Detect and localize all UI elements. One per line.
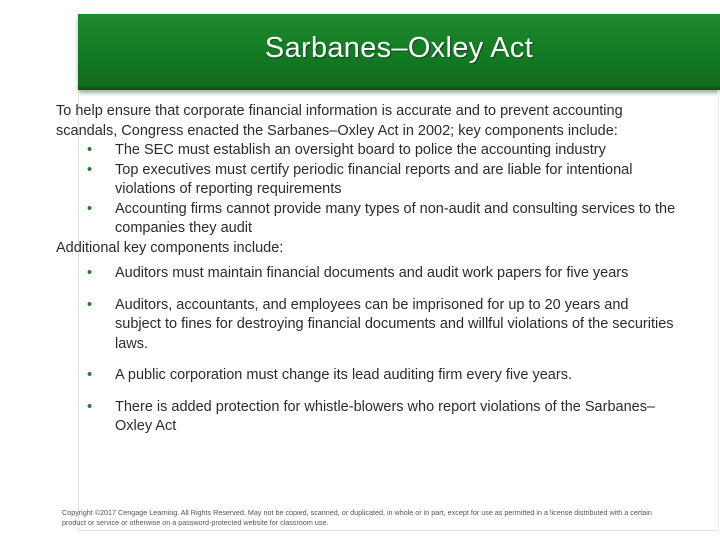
slide-title: Sarbanes–Oxley Act — [264, 32, 534, 64]
bullet-icon: • — [87, 142, 93, 158]
bullet-icon: • — [87, 161, 93, 178]
list-item-text: Top executives must certify periodic financial reports and are liable for intentional violations of reporting requirements — [115, 161, 633, 197]
list-item — [56, 161, 676, 200]
list-item-text: Auditors, accountants, and employees can be imprisoned for up to 20 years and subject to fines for destroying financial documents and willful violations of the securities laws. — [115, 296, 674, 352]
copyright-notice: Copyright ©2017 Cengage Learning. All Rights Reserved. May not be copied, scanned, or duplicated, in whole or in part, except for use as permitted in a license distributed with a certain product or service or otherwise on a password-protected website for classroom use. — [62, 508, 652, 527]
list-item-text: The SEC must establish an oversight board to police the accounting industry — [115, 142, 606, 158]
list-item-text: A public corporation must change its lead auditing firm every five years. — [115, 367, 572, 383]
key-components-list — [56, 141, 676, 239]
frame-bottom-line — [78, 530, 718, 531]
list-item-text: Accounting firms cannot provide many types of non-audit and consulting services to the companies they audit — [115, 200, 676, 236]
bullet-icon: • — [87, 398, 93, 415]
additional-components-list — [56, 264, 676, 437]
list-item — [56, 398, 676, 437]
list-item — [56, 296, 676, 355]
list-item — [56, 200, 676, 239]
slide-body — [56, 102, 676, 442]
additional-heading: Additional key components include: — [56, 239, 284, 256]
bullet-icon: • — [87, 367, 93, 383]
list-item-text: Auditors must maintain financial documents and audit work papers for five years — [115, 265, 629, 281]
list-item — [56, 264, 676, 284]
list-item — [56, 366, 676, 386]
title-banner — [78, 14, 720, 90]
intro-paragraph: To help ensure that corporate financial information is accurate and to prevent accounting scandals, Congress enacted the Sarbanes–Oxley Act in 2002; key components include: — [56, 103, 623, 139]
frame-right-line — [718, 90, 719, 530]
list-item-text: There is added protection for whistle-blowers who report violations of the Sarbanes–Oxley Act — [115, 398, 656, 434]
list-item — [56, 141, 676, 161]
bullet-icon: • — [87, 265, 93, 281]
bullet-icon: • — [87, 200, 93, 217]
bullet-icon: • — [87, 296, 93, 313]
